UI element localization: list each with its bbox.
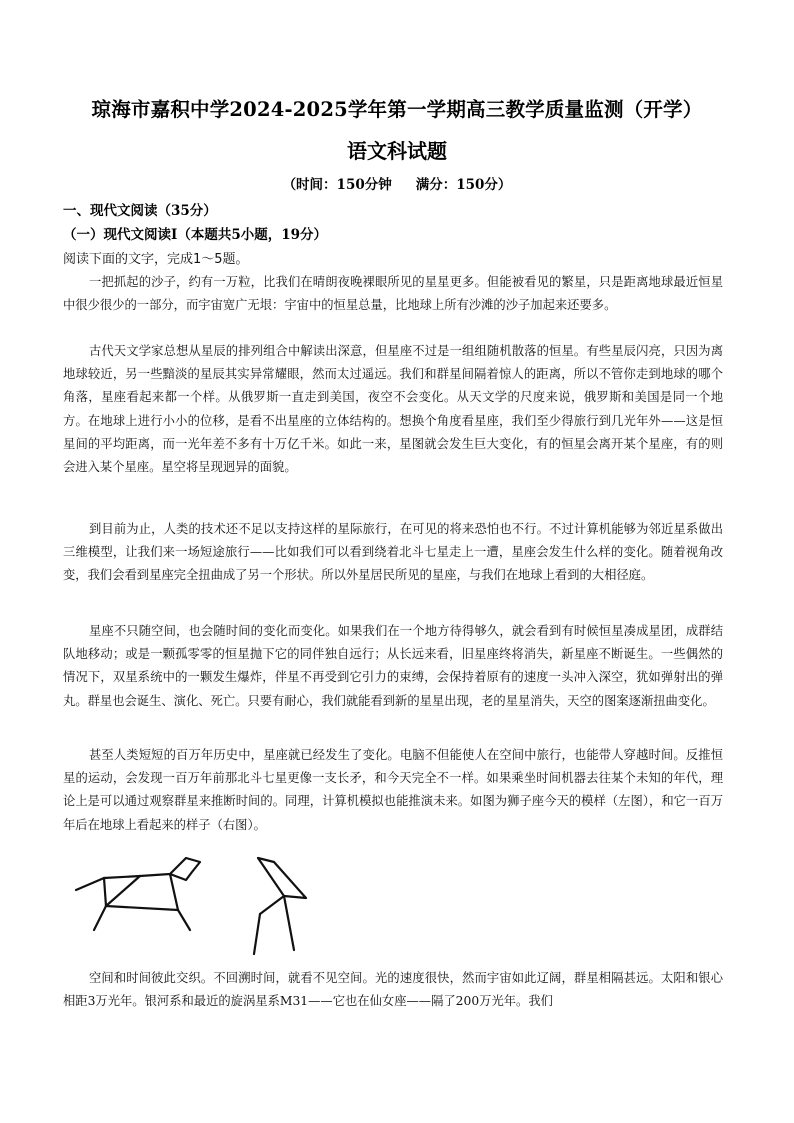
exam-title: 琼海市嘉积中学2024-2025学年第一学期高三教学质量监测（开学） xyxy=(91,98,703,121)
passage-paragraph-3: 到目前为止，人类的技术还不足以支持这样的星际旅行，在可见的将来恐怕也不行。不过计算机能够为邻近星系做出三维模型，让我们来一场短途旅行——比如我们可以看到绕着北斗七星走上一遭，星座会发生什么样的变化。随着视角改变，我们会看到星座完全扭曲成了另一个形状。所以外星居民所见的星座，与我们在地球上看到的大相径庭。 xyxy=(63,522,723,583)
leo-today-drawing xyxy=(76,858,200,930)
leo-constellation-drawings xyxy=(66,848,336,964)
reading-instruction: 阅读下面的文字，完成1～5题。 xyxy=(63,252,249,267)
exam-time-score xyxy=(0,173,794,193)
exam-subtitle: 语文科试题 xyxy=(347,139,447,163)
section-heading: 一、现代文阅读（35分） xyxy=(63,203,217,219)
time-label: （时间：150分钟 xyxy=(282,177,392,193)
score-label: 满分：150分） xyxy=(415,177,512,193)
passage-paragraph-2: 古代天文学家总想从星辰的排列组合中解读出深意，但星座不过是一组组随机散落的恒星。有些星辰闪亮，只因为离地球较近，另一些黯淡的星辰其实异常耀眼，然而太过遥远。我们和群星间隔着惊人的距离，所以不管你走到地球的哪个角落，星座看起来都一个样。从俄罗斯一直走到美国，夜空不会变化。从天文学的尺度来说，俄罗斯和美国是同一个地方。在地球上进行小小的位移，是看不出星座的立体结构的。想换个角度看星座，我们至少得旅行到几光年外——这是恒星间的平均距离，而一光年差不多有十万亿千米。如此一来，星图就会发生巨大变化，有的恒星会离开某个星座，有的则会进入某个星座。星空将呈现迥异的面貌。 xyxy=(63,344,723,475)
leo-future-drawing xyxy=(254,858,306,954)
passage-paragraph-4: 星座不只随空间，也会随时间的变化而变化。如果我们在一个地方待得够久，就会看到有时候恒星凑成星团，成群结队地移动；或是一颗孤零零的恒星抛下它的同伴独自远行；从长远来看，旧星座终将消失，新星座不断诞生。一些偶然的情况下，双星系统中的一颗发生爆炸，伴星不再受到它引力的束缚，会保持着原有的速度一头冲入深空，犹如弹射出的弹丸。群星也会诞生、演化、死亡。只要有耐心，我们就能看到新的星星出现，老的星星消失，天空的图案逐渐扭曲变化。 xyxy=(63,624,723,708)
leo-constellation-figure xyxy=(66,848,336,964)
passage-paragraph-1: 一把抓起的沙子，约有一万粒，比我们在晴朗夜晚裸眼所见的星星更多。但能被看见的繁星，只是距离地球最近恒星中很少很少的一部分，而宇宙宽广无垠：宇宙中的恒星总量，比地球上所有沙滩的沙子加起来还要多。 xyxy=(63,275,723,313)
passage-paragraph-5: 甚至人类短短的百万年历史中，星座就已经发生了变化。电脑不但能使人在空间中旅行，也能带人穿越时间。反推恒星的运动，会发现一百万年前那北斗七星更像一支长矛，和今天完全不一样。如果乘坐时间机器去往某个未知的年代，理论上是可以通过观察群星来推断时间的。同理，计算机模拟也能推演未来。如图为狮子座今天的模样（左图），和它一百万年后在地球上看起来的样子（右图）。 xyxy=(63,748,723,832)
passage-paragraph-6: 空间和时间彼此交织。不回溯时间，就看不见空间。光的速度很快，然而宇宙如此辽阔，群星相隔甚远。太阳和银心相距3万光年。银河系和最近的旋涡星系M31——它也在仙女座——隔了200万光年。我们 xyxy=(63,971,723,1009)
subsection-heading: （一）现代文阅读Ⅰ（本题共5小题，19分） xyxy=(63,227,327,243)
